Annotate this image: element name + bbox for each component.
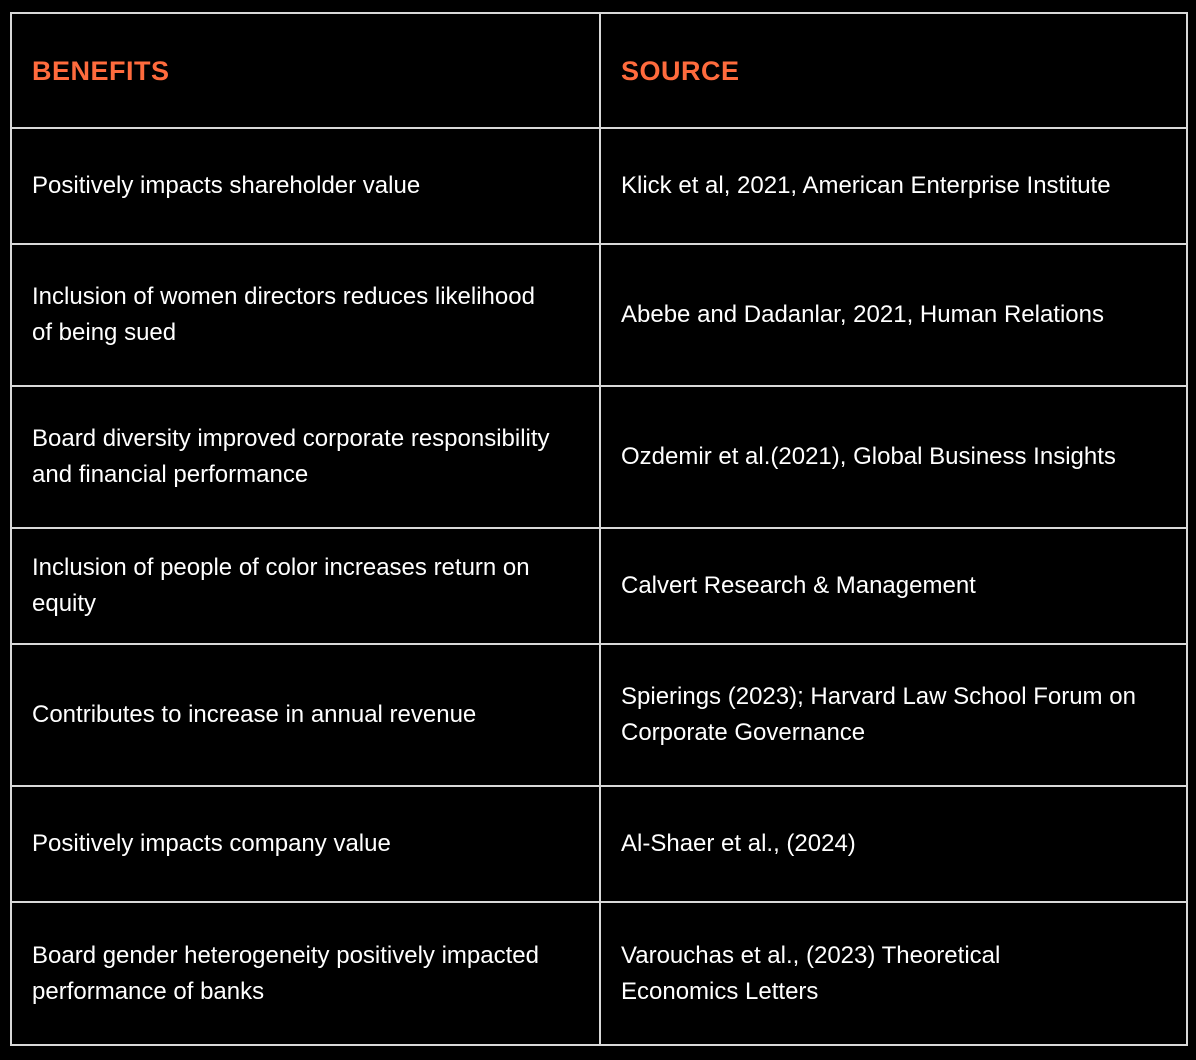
source-column-header [600, 14, 1186, 128]
table-header-row [12, 14, 1186, 128]
source-cell [600, 786, 1186, 902]
table-row [12, 902, 1186, 1044]
benefit-cell [12, 644, 600, 786]
source-text: Klick et al, 2021, American Enterprise Institute [621, 172, 1111, 199]
source-header-label: SOURCE [621, 55, 740, 86]
benefit-text: Board gender heterogeneity positively impacted performance of banks [32, 941, 539, 1005]
table-row [12, 244, 1186, 386]
source-text: Al-Shaer et al., (2024) [621, 830, 856, 857]
benefit-text: Inclusion of people of color increases return on equity [32, 554, 530, 617]
source-text: Ozdemir et al.(2021), Global Business Insights [621, 443, 1116, 470]
benefit-text: Board diversity improved corporate responsibility and financial performance [32, 425, 550, 488]
table-row [12, 644, 1186, 786]
source-cell [600, 386, 1186, 528]
source-cell [600, 644, 1186, 786]
benefit-text: Positively impacts shareholder value [32, 172, 421, 199]
benefit-cell [12, 386, 600, 528]
benefits-header-label: BENEFITS [32, 55, 170, 86]
source-cell [600, 244, 1186, 386]
benefit-cell [12, 244, 600, 386]
table-row [12, 786, 1186, 902]
source-text: Spierings (2023); Harvard Law School Forum on Corporate Governance [621, 683, 1136, 746]
benefit-cell [12, 902, 600, 1044]
source-text: Calvert Research & Management [621, 572, 976, 599]
benefit-cell [12, 786, 600, 902]
benefits-sources-table [12, 14, 1186, 1044]
source-cell [600, 128, 1186, 244]
table-row [12, 386, 1186, 528]
source-text: Varouchas et al., (2023) Theoretical Economics Letters [621, 941, 1001, 1005]
table-row [12, 128, 1186, 244]
benefit-text: Contributes to increase in annual revenue [32, 701, 477, 728]
benefit-text: Positively impacts company value [32, 830, 391, 857]
source-cell [600, 902, 1186, 1044]
source-text: Abebe and Dadanlar, 2021, Human Relations [621, 301, 1104, 328]
source-cell [600, 528, 1186, 644]
benefit-text: Inclusion of women directors reduces likelihood of being sued [32, 283, 535, 346]
benefit-cell [12, 128, 600, 244]
benefits-table-container [10, 12, 1188, 1046]
benefits-column-header [12, 14, 600, 128]
benefit-cell [12, 528, 600, 644]
table-row [12, 528, 1186, 644]
